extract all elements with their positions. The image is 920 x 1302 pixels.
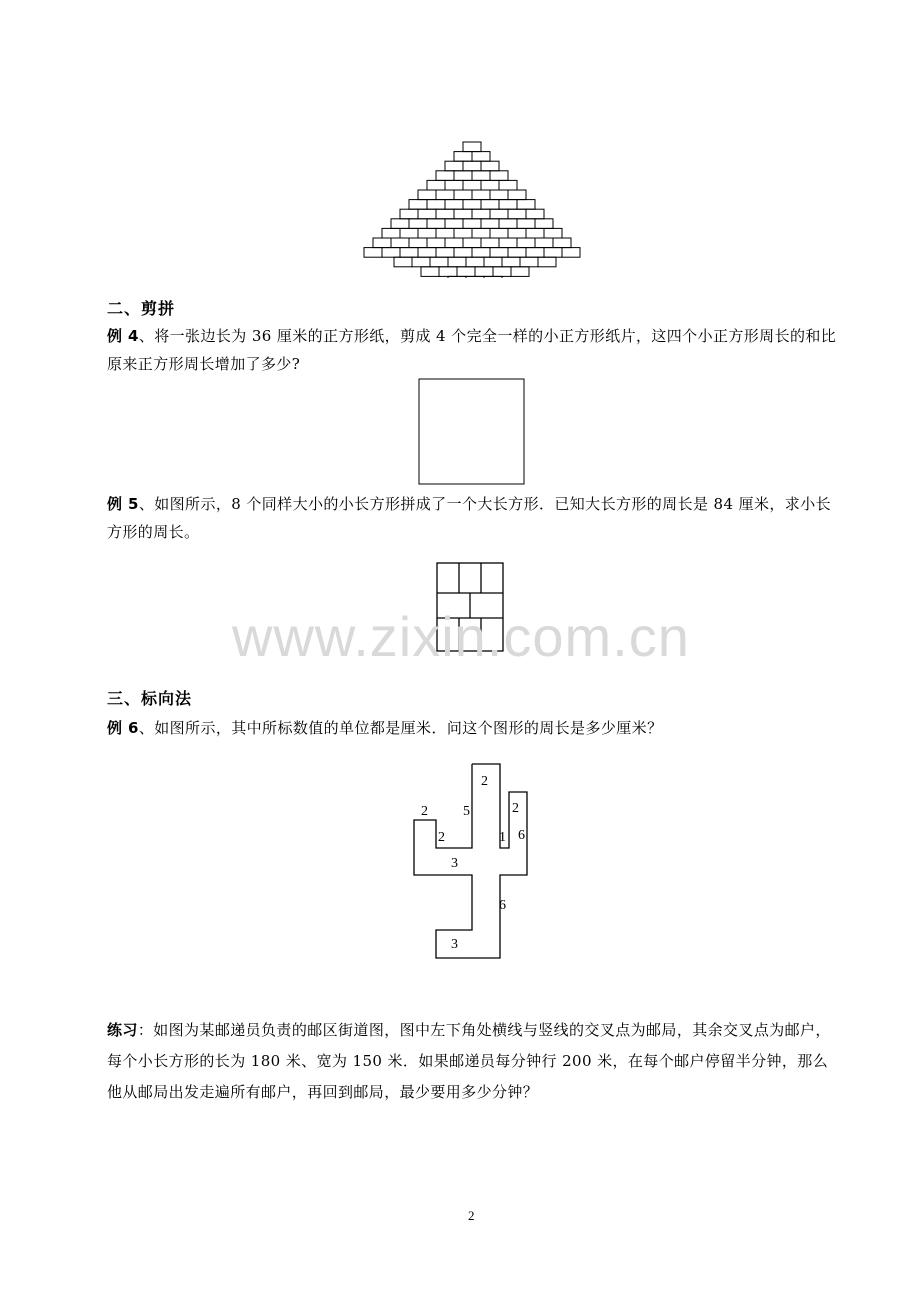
brick: [436, 171, 454, 181]
square-outline: [419, 379, 524, 484]
brick: [508, 209, 526, 219]
page-number: 2: [468, 1208, 475, 1223]
brick: [418, 228, 436, 238]
label-bottom-3: 3: [451, 937, 458, 952]
example-5-text: [107, 490, 842, 546]
example-6-text: [107, 714, 842, 742]
brick: [499, 200, 517, 210]
brick: [535, 219, 553, 229]
watermark-text: www.zixin.com.cn: [232, 605, 690, 668]
brick: [445, 161, 463, 171]
brick: [454, 248, 472, 258]
cactus-shape-figure: [400, 758, 540, 964]
brick: [517, 238, 535, 248]
brick: [409, 238, 427, 248]
brick: [427, 219, 445, 229]
brick: [526, 248, 544, 258]
brick: [436, 248, 454, 258]
brick: [394, 257, 412, 267]
brick: [490, 209, 508, 219]
practice-body: ：如图为某邮递员负责的邮区街道图，图中左下角处横线与竖线的交叉点为邮局，其余交叉点为邮户，每个小长方形的长为 180 米、宽为 150 米．如果邮递员每分钟行 200 米，在每个邮户停留半分钟，那么他从邮局出发走遍所有邮户，再回到邮局，最少要用多少分钟？: [107, 1021, 831, 1101]
brick: [436, 190, 454, 200]
brick: [538, 257, 556, 267]
brick: [463, 238, 481, 248]
brick: [472, 171, 490, 181]
brick: [517, 219, 535, 229]
brick: [472, 190, 490, 200]
label-left-top-2: 2: [421, 804, 428, 819]
brick: [457, 267, 475, 277]
brick: [517, 200, 535, 210]
brick: [481, 200, 499, 210]
brick: [364, 248, 382, 258]
brick: [463, 180, 481, 190]
brick: [463, 200, 481, 210]
brick: [463, 219, 481, 229]
example-6-label: 例 6: [107, 719, 139, 737]
section-heading-cut-and-paste: 二、剪拼: [107, 299, 176, 318]
brick: [427, 238, 445, 248]
brick: [445, 180, 463, 190]
brick: [382, 228, 400, 238]
section-heading-direction-method: 三、标向法: [107, 689, 193, 708]
brick: [544, 248, 562, 258]
brick: [454, 152, 472, 162]
brick: [481, 238, 499, 248]
brick: [472, 248, 490, 258]
brick: [382, 248, 400, 258]
label-5: 5: [463, 804, 470, 819]
brick: [463, 142, 481, 152]
brick: [418, 190, 436, 200]
brick: [427, 200, 445, 210]
example-5-label: 例 5: [107, 495, 139, 513]
brick: [445, 219, 463, 229]
brick: [526, 209, 544, 219]
example-4-body: 、将一张边长为 36 厘米的正方形纸，剪成 4 个完全一样的小正方形纸片，这四个小正方形周长的和比原来正方形周长增加了多少?: [107, 327, 837, 373]
brick: [490, 171, 508, 181]
brick: [520, 257, 538, 267]
brick: [508, 228, 526, 238]
brick: [409, 219, 427, 229]
brick: [466, 257, 484, 267]
example-6-body: 、如图所示，其中所标数值的单位都是厘米．问这个图形的周长是多少厘米？: [138, 719, 663, 737]
brick: [391, 238, 409, 248]
brick: [445, 200, 463, 210]
brick: [493, 267, 511, 277]
brick: [499, 180, 517, 190]
label-right-6: 6: [518, 828, 525, 843]
brick: [553, 238, 571, 248]
practice-label: 练习: [107, 1021, 138, 1039]
brick: [448, 276, 466, 278]
example-4-label: 例 4: [107, 327, 139, 345]
brick: [499, 238, 517, 248]
brick: [430, 257, 448, 267]
label-lower-6: 6: [499, 898, 506, 913]
brick: [373, 238, 391, 248]
brick: [481, 219, 499, 229]
brick: [472, 209, 490, 219]
brick: [508, 248, 526, 258]
brick-pyramid-figure: [360, 138, 584, 278]
brick: [421, 267, 439, 277]
practice-text: [107, 1015, 842, 1108]
brick: [448, 257, 466, 267]
brick: [454, 190, 472, 200]
brick: [409, 200, 427, 210]
brick: [484, 276, 502, 278]
brick: [454, 228, 472, 238]
brick: [511, 267, 529, 277]
brick: [439, 267, 457, 277]
brick: [502, 257, 520, 267]
brick: [454, 171, 472, 181]
cactus-outline: [414, 764, 527, 958]
brick: [562, 248, 580, 258]
brick: [484, 257, 502, 267]
square-figure: [418, 378, 526, 486]
brick: [400, 209, 418, 219]
brick: [490, 190, 508, 200]
label-mid-3: 3: [451, 856, 458, 871]
brick: [391, 219, 409, 229]
brick: [418, 209, 436, 219]
brick: [436, 228, 454, 238]
brick: [466, 276, 484, 278]
brick: [472, 152, 490, 162]
label-1: 1: [499, 830, 506, 845]
brick: [427, 180, 445, 190]
brick: [400, 248, 418, 258]
brick: [463, 161, 481, 171]
brick: [475, 267, 493, 277]
label-left-inner-2: 2: [438, 830, 445, 845]
brick: [412, 257, 430, 267]
brick: [535, 238, 553, 248]
brick: [481, 161, 499, 171]
brick: [544, 228, 562, 238]
brick: [472, 228, 490, 238]
brick: [418, 248, 436, 258]
brick: [490, 248, 508, 258]
brick: [526, 228, 544, 238]
label-top-2: 2: [481, 774, 488, 789]
example-4-text: [107, 322, 842, 378]
brick: [445, 238, 463, 248]
brick: [436, 209, 454, 219]
example-5-body: 、如图所示，8 个同样大小的小长方形拼成了一个大长方形．已知大长方形的周长是 84 厘米，求小长方形的周长。: [107, 495, 831, 541]
brick: [454, 209, 472, 219]
brick: [400, 228, 418, 238]
brick: [508, 190, 526, 200]
brick: [481, 180, 499, 190]
brick: [490, 228, 508, 238]
label-right-top-2: 2: [512, 801, 519, 816]
brick: [499, 219, 517, 229]
